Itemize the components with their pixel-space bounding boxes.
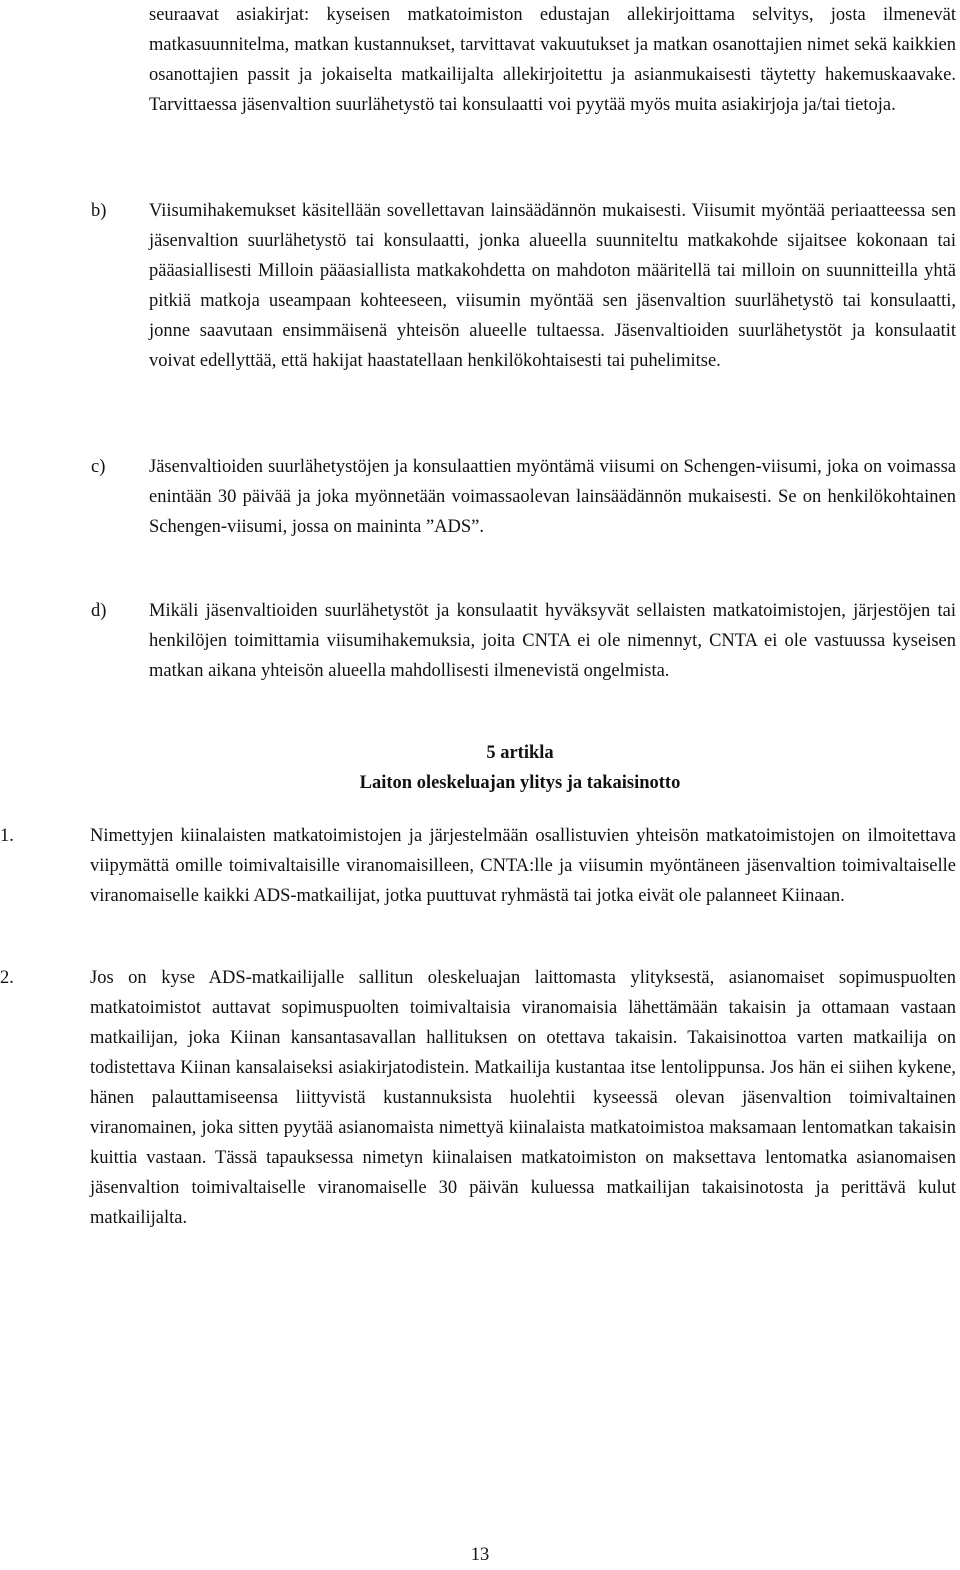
numbered-item-label: 2. (0, 968, 14, 988)
list-item-text: Viisumihakemukset käsitellään sovellettavan lainsäädännön mukaisesti. Viisumit myöntää periaatteessa sen jäsenvaltion suurlähetystö tai konsulaatti, jonka alueella suunniteltu matkakohde sijaitsee kokonaan tai pääasiallisesti Milloin pääasiallista matkakohdetta on mahdoton määritellä tai milloin on suunnitteilla yhtä pitkiä matkoja useampaan kohteeseen, viisumin myöntää sen jäsenvaltion suurlähetystö tai konsulaatti, jonne saavutaan ensimmäisenä yhteisön alueelle tultaessa. Jäsenvaltioiden suurlähetystöt ja konsulaatit voivat edellyttää, että hakijat haastatellaan henkilökohtaisesti tai puhelimitse. (149, 201, 956, 371)
intro-paragraph: seuraavat asiakirjat: kyseisen matkatoimiston edustajan allekirjoittama selvitys, josta ilmenevät matkasuunnitelma, matkan kustannukset, tarvittavat vakuutukset ja matkan osanottajien nimet sekä kaikkien osanottajien passit ja jokaiselta matkailijalta allekirjoitettu ja asianmukaisesti täytetty hakemuskaavake. Tarvittaessa jäsenvaltion suurlähetystö tai konsulaatti voi pyytää myös muita asiakirjoja ja/tai tietoja. (149, 5, 956, 115)
numbered-item-label: 1. (0, 826, 14, 846)
numbered-item-text: Jos on kyse ADS-matkailijalle sallitun oleskeluajan laittomasta ylityksestä, asianomaiset sopimuspuolten matkatoimistot auttavat sopimuspuolten toimivaltaisia viranomaisia lähettämään takaisin ja ottamaan vastaan matkailijan, joka Kiinan kansantasavallan hallituksen on otettava takaisin. Takaisinottoa varten matkailija on todistettava Kiinan kansalaiseksi asiakirjatodistein. Matkailija kustantaa itse lentolippunsa. Jos hän ei siihen kykene, hänen palauttamiseensa liittyvistä kustannuksista huolehtii kyseessä olevan jäsenvaltion toimivaltainen viranomainen, joka sitten pyytää asianomaista nimettyä kiinalaista matkatoimistoa maksamaan lentomatkan takaisin kuittia vastaan. Tässä tapauksessa nimetyn kiinalaisen matkatoimiston on maksettava lentomatka asianomaisen jäsenvaltion toimivaltaiselle viranomaiselle 30 päivän kuluessa matkailijan takaisinotosta ja perittävä kulut matkailijalta. (90, 968, 956, 1228)
list-item-text: Jäsenvaltioiden suurlähetystöjen ja konsulaattien myöntämä viisumi on Schengen-viisumi, joka on voimassa enintään 30 päivää ja joka myönnetään voimassaolevan lainsäädännön mukaisesti. Se on henkilökohtainen Schengen-viisumi, jossa on maininta ”ADS”. (149, 457, 956, 537)
list-item-text: Mikäli jäsenvaltioiden suurlähetystöt ja konsulaatit hyväksyvät sellaisten matkatoimistojen, järjestöjen tai henkilöjen toimittamia viisumihakemuksia, joita CNTA ei ole nimennyt, CNTA ei ole vastuussa kyseisen matkan aikana yhteisön alueella mahdollisesti ilmenevistä ongelmista. (149, 601, 956, 681)
list-item-label: b) (91, 201, 107, 221)
list-item-label: c) (91, 457, 106, 477)
numbered-item-text: Nimettyjen kiinalaisten matkatoimistojen ja järjestelmään osallistuvien yhteisön matkatoimistojen on ilmoitettava viipymättä omille toimivaltaisille viranomaisilleen, CNTA:lle ja viisumin myöntäneen jäsenvaltion toimivaltaiselle viranomaiselle kaikki ADS-matkailijat, jotka puuttuvat ryhmästä tai jotka eivät ole palanneet Kiinaan. (90, 826, 956, 906)
list-item-label: d) (91, 601, 107, 621)
article-number: 5 artikla (486, 743, 554, 763)
article-title: Laiton oleskeluajan ylitys ja takaisinotto (359, 773, 681, 793)
page-number: 13 (470, 1545, 490, 1565)
